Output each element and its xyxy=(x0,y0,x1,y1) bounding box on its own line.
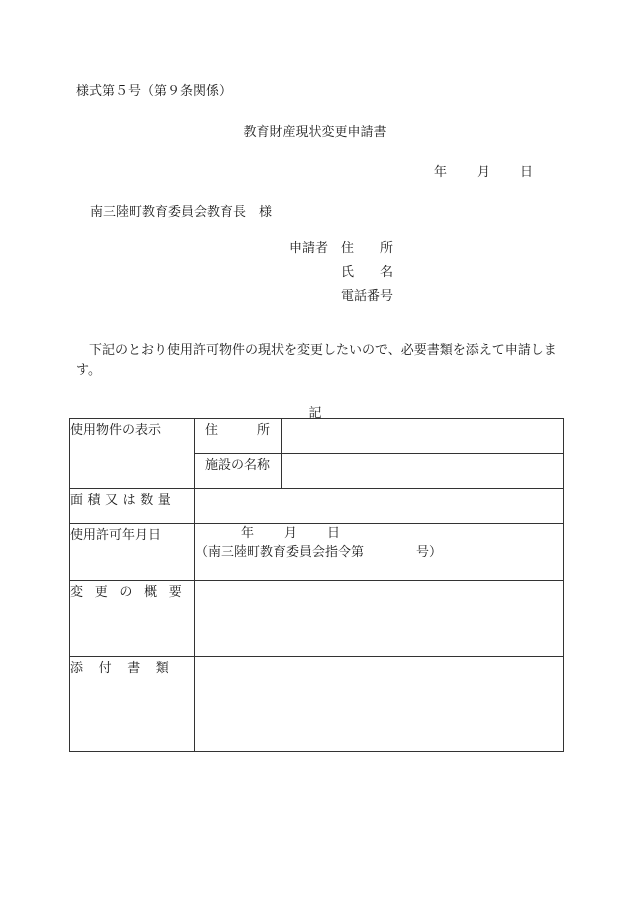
address-label: 住 所 xyxy=(205,423,271,438)
change-label-cell xyxy=(70,581,195,657)
permit-date-label-cell xyxy=(70,524,195,581)
permit-day-label: 日 xyxy=(327,526,341,541)
permit-reference: （南三陸町教育委員会指令第 号） xyxy=(195,545,443,560)
address-value-field[interactable] xyxy=(282,419,564,454)
addressee: 南三陸町教育委員会教育長 様 xyxy=(90,205,273,220)
application-date xyxy=(434,161,533,180)
area-label: 面積又は数量 xyxy=(70,493,176,508)
applicant-label: 申請者 xyxy=(289,241,329,256)
document-title: 教育財産現状変更申請書 xyxy=(243,125,387,140)
form-number: 様式第５号（第９条関係） xyxy=(76,84,233,99)
application-table xyxy=(69,418,564,752)
applicant-block xyxy=(289,240,393,312)
facility-label-cell xyxy=(195,454,282,489)
permit-year-label: 年 xyxy=(241,526,255,541)
facility-name-label: 施設の名称 xyxy=(205,458,271,473)
ki-label: 記 xyxy=(308,406,322,421)
permit-month-label: 月 xyxy=(284,526,298,541)
change-summary-field[interactable] xyxy=(195,581,564,657)
applicant-address-label: 住 所 xyxy=(341,241,394,256)
date-day-label: 日 xyxy=(520,165,534,180)
area-value-field[interactable] xyxy=(195,489,564,524)
area-label-cell xyxy=(70,489,195,524)
date-year-label: 年 xyxy=(434,165,448,180)
address-label-cell xyxy=(195,419,282,454)
permit-date-label: 使用許可年月日 xyxy=(70,528,162,543)
body-text: 下記のとおり使用許可物件の現状を変更したいので、必要書類を添えて申請します。 xyxy=(76,343,557,378)
applicant-phone-label: 電話番号 xyxy=(341,289,394,304)
attachments-label: 添付書類 xyxy=(70,661,185,676)
property-label: 使用物件の表示 xyxy=(70,423,162,438)
applicant-name-label: 氏 名 xyxy=(341,265,394,280)
change-summary-label: 変更の概要 xyxy=(70,585,194,600)
attach-label-cell xyxy=(70,657,195,752)
attachments-field[interactable] xyxy=(195,657,564,752)
property-label-cell xyxy=(70,419,195,489)
permit-date-field[interactable] xyxy=(195,524,564,581)
facility-name-field[interactable] xyxy=(282,454,564,489)
date-month-label: 月 xyxy=(477,165,491,180)
